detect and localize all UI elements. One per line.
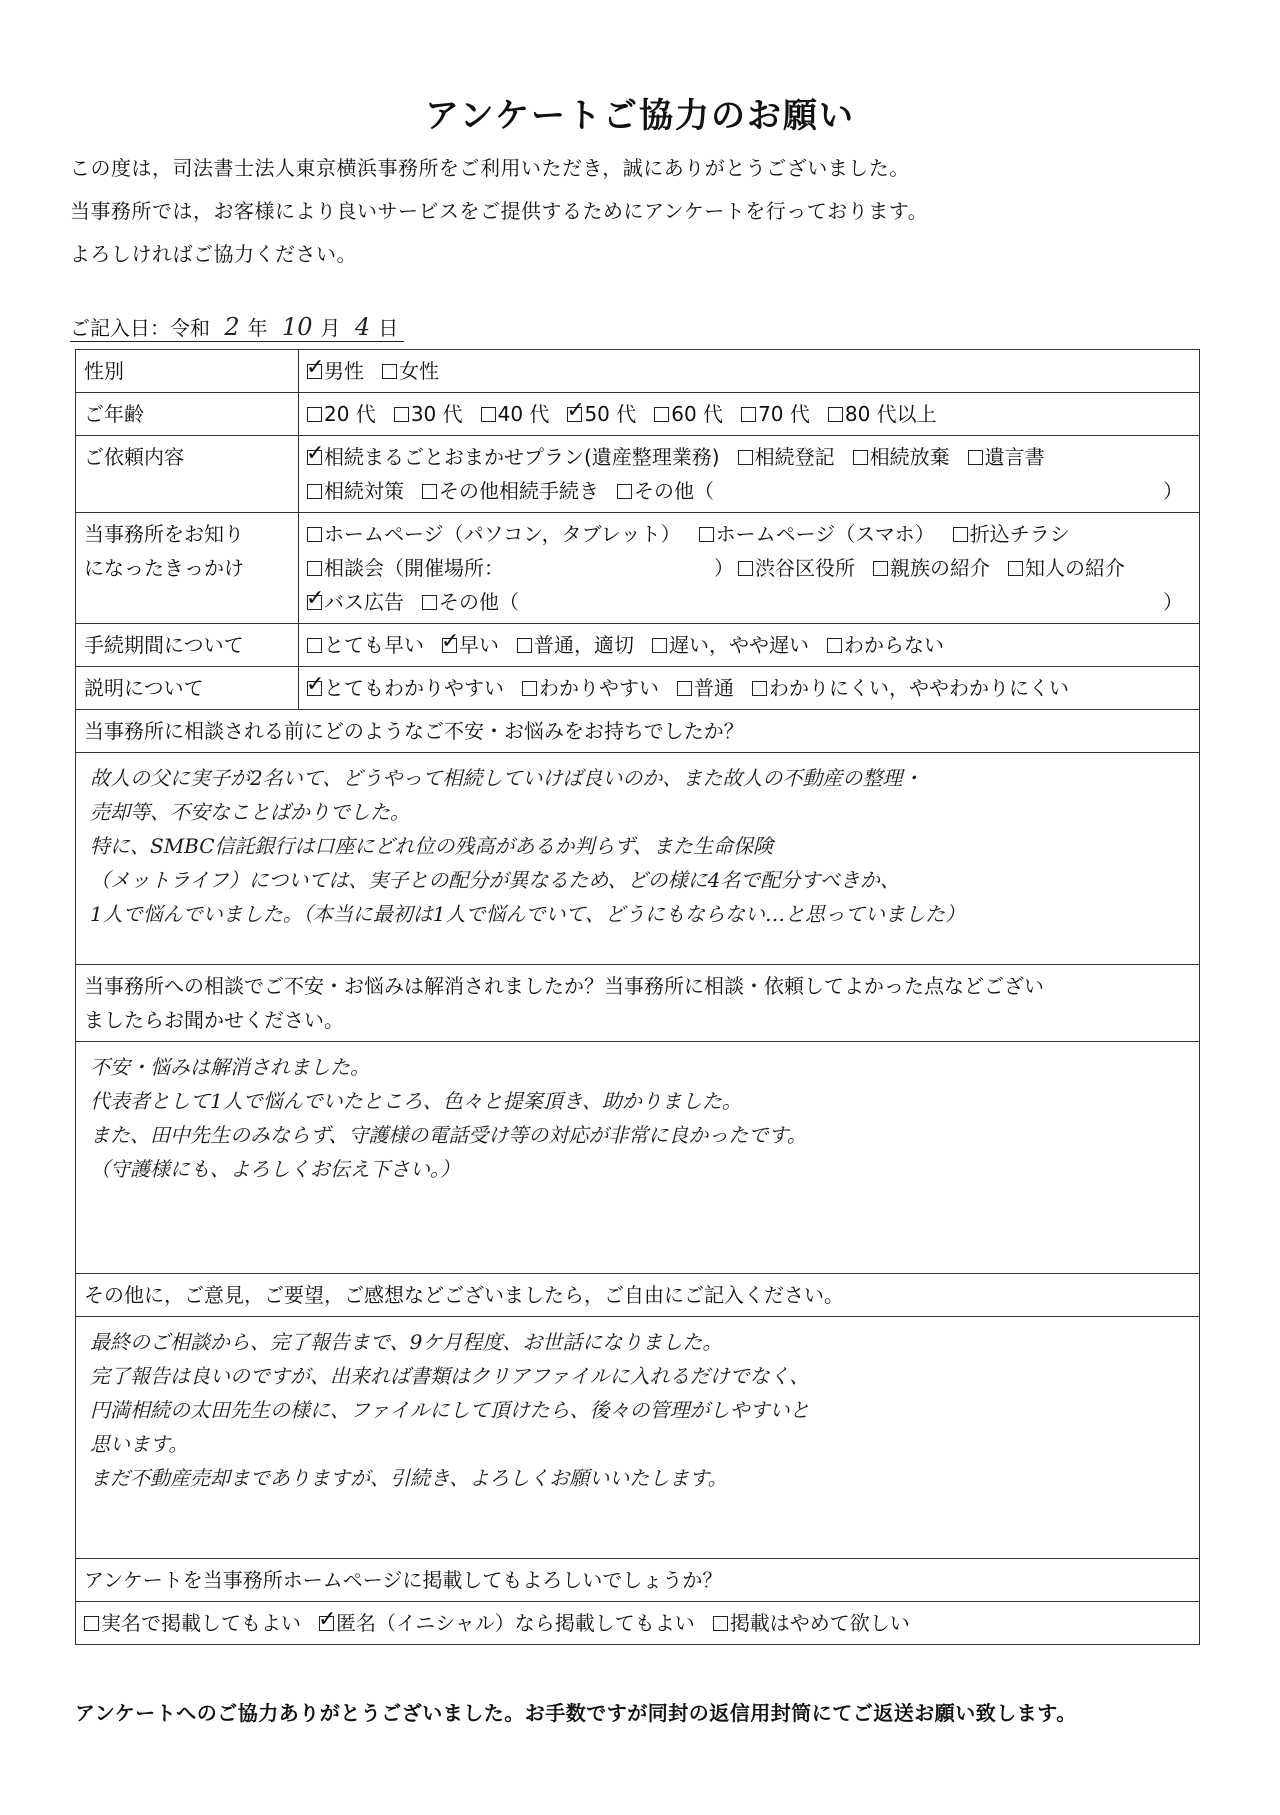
intro-line-3: よろしければご協力ください。 bbox=[70, 242, 357, 266]
checkbox-icon[interactable] bbox=[567, 407, 582, 422]
option[interactable] bbox=[481, 402, 550, 426]
option[interactable] bbox=[968, 445, 1045, 469]
checkbox-icon[interactable] bbox=[741, 407, 756, 422]
option-label: 相続放棄 bbox=[869, 445, 950, 469]
option[interactable] bbox=[741, 402, 810, 426]
option-label: 遅い，やや遅い bbox=[669, 633, 809, 657]
checkbox-icon[interactable] bbox=[828, 407, 843, 422]
source-options-line-2 bbox=[307, 551, 1191, 585]
option[interactable] bbox=[307, 676, 504, 700]
handwritten-line: 完了報告は良いのですが、出来れば書類はクリアファイルに入れるだけでなく、 bbox=[90, 1364, 810, 1388]
checkbox-icon[interactable] bbox=[84, 1616, 99, 1631]
page-title: アンケートご協力のお願い bbox=[425, 96, 855, 136]
period-options bbox=[299, 624, 1200, 667]
date-year-unit: 年 bbox=[247, 316, 268, 340]
checkbox-icon[interactable] bbox=[307, 407, 322, 422]
source-other-close: ） bbox=[1163, 590, 1183, 614]
q3-question-row bbox=[76, 1274, 1200, 1317]
option-label: 相続登記 bbox=[754, 445, 835, 469]
option[interactable] bbox=[567, 402, 636, 426]
option-label: その他相続手続き bbox=[439, 479, 599, 503]
option[interactable] bbox=[652, 633, 809, 657]
request-other-close: ） bbox=[1163, 479, 1183, 503]
checkbox-icon[interactable] bbox=[738, 450, 753, 465]
date-month[interactable]: 10 bbox=[282, 313, 313, 341]
q1-question: 当事務所に相談される前にどのようなご不安・お悩みをお持ちでしたか？ bbox=[76, 710, 1200, 753]
option-label: その他（ bbox=[634, 479, 714, 503]
handwritten-line: 故人の父に実子が2名いて、どうやって相続していけば良いのか、また故人の不動産の整理・ bbox=[90, 766, 923, 790]
checkbox-icon[interactable] bbox=[394, 407, 409, 422]
checkbox-icon[interactable] bbox=[517, 638, 532, 653]
handwritten-line: 特に、SMBC信託銀行は口座にどれ位の残高があるか判らず、また生命保険 bbox=[90, 834, 773, 858]
option[interactable] bbox=[307, 590, 404, 614]
request-options-line-1 bbox=[307, 440, 1191, 474]
option[interactable] bbox=[738, 556, 855, 580]
entry-date bbox=[70, 312, 404, 342]
request-options bbox=[299, 436, 1200, 513]
q3-answer[interactable] bbox=[76, 1317, 1200, 1559]
source-options-line-1 bbox=[307, 517, 1191, 551]
option-label: 相談会（開催場所： bbox=[324, 556, 494, 580]
source-options bbox=[299, 513, 1200, 624]
handwritten-line: （メットライフ）については、実子との配分が異なるため、どの様に4名で配分すべきか、 bbox=[90, 868, 900, 892]
option[interactable] bbox=[853, 445, 950, 469]
option[interactable] bbox=[873, 556, 990, 580]
period-row bbox=[76, 624, 1200, 667]
request-row bbox=[76, 436, 1200, 513]
checkbox-icon[interactable] bbox=[307, 595, 322, 610]
checkbox-icon[interactable] bbox=[382, 364, 397, 379]
checkbox-icon[interactable] bbox=[522, 681, 537, 696]
date-day[interactable]: 4 bbox=[354, 313, 371, 341]
option-label: とてもわかりやすい bbox=[324, 676, 504, 700]
option-label: 普通，適切 bbox=[534, 633, 634, 657]
source-options-line-3-items bbox=[307, 590, 537, 614]
option-label: 親族の紹介 bbox=[890, 556, 990, 580]
checkbox-icon[interactable] bbox=[307, 561, 322, 576]
checkbox-icon[interactable] bbox=[752, 681, 767, 696]
checkbox-icon[interactable] bbox=[677, 681, 692, 696]
gender-row bbox=[76, 350, 1200, 393]
checkbox-icon[interactable] bbox=[968, 450, 983, 465]
checkbox-icon[interactable] bbox=[652, 638, 667, 653]
checkbox-icon[interactable] bbox=[422, 484, 437, 499]
checkbox-icon[interactable] bbox=[307, 450, 322, 465]
option-label: 相続まるごとおまかせプラン(遺産整理業務) bbox=[324, 445, 720, 469]
checkbox-icon[interactable] bbox=[1008, 561, 1023, 576]
option[interactable] bbox=[442, 633, 499, 657]
option-label: 知人の紹介 bbox=[1025, 556, 1125, 580]
checkbox-icon[interactable] bbox=[617, 484, 632, 499]
option[interactable] bbox=[307, 522, 681, 546]
handwritten-line: 最終のご相談から、完了報告まで、9ケ月程度、お世話になりました。 bbox=[90, 1330, 723, 1354]
option-label: 遺言書 bbox=[984, 445, 1045, 469]
option-label: 70 代 bbox=[758, 402, 810, 426]
explain-options bbox=[299, 667, 1200, 710]
option[interactable] bbox=[422, 590, 519, 614]
handwritten-line: また、田中先生のみならず、守護様の電話受け等の対応が非常に良かったです。 bbox=[90, 1123, 807, 1147]
q2-answer-row bbox=[76, 1042, 1200, 1274]
checkbox-icon[interactable] bbox=[654, 407, 669, 422]
checkbox-icon[interactable] bbox=[827, 638, 842, 653]
checkbox-icon[interactable] bbox=[307, 364, 322, 379]
option[interactable] bbox=[517, 633, 634, 657]
source-options-line-2b bbox=[714, 556, 1143, 580]
handwritten-line: （守護様にも、よろしくお伝え下さい。） bbox=[90, 1157, 460, 1181]
checkbox-icon[interactable] bbox=[699, 527, 714, 542]
q2-question-line-1: 当事務所への相談でご不安・お悩みは解消されましたか？当事務所に相談・依頼してよかった点などござい bbox=[84, 974, 1044, 998]
option[interactable] bbox=[677, 676, 734, 700]
q3-question: その他に，ご意見，ご要望，ご感想などございましたら，ご自由にご記入ください。 bbox=[76, 1274, 1200, 1317]
source-row bbox=[76, 513, 1200, 624]
date-year[interactable]: 2 bbox=[224, 313, 240, 341]
option-label: 匿名（イニシャル）なら掲載してもよい bbox=[336, 1611, 695, 1635]
option-label: 早い bbox=[459, 633, 499, 657]
handwritten-line: まだ不動産売却までありますが、引続き、よろしくお願いいたします。 bbox=[90, 1466, 728, 1490]
option[interactable] bbox=[953, 522, 1070, 546]
option[interactable] bbox=[422, 479, 599, 503]
option-label: わかりやすい bbox=[539, 676, 659, 700]
option[interactable] bbox=[522, 676, 659, 700]
option[interactable] bbox=[752, 676, 1069, 700]
q4-options bbox=[76, 1602, 1200, 1645]
option-label: 普通 bbox=[694, 676, 734, 700]
option[interactable] bbox=[827, 633, 944, 657]
option-label: 実名で掲載してもよい bbox=[101, 1611, 301, 1635]
option-label: 折込チラシ bbox=[969, 522, 1070, 546]
option[interactable] bbox=[307, 359, 364, 383]
checkbox-icon[interactable] bbox=[307, 681, 322, 696]
handwritten-line: 不安・悩みは解消されました。 bbox=[90, 1055, 370, 1079]
option-label: ホームページ（スマホ） bbox=[715, 522, 935, 546]
option[interactable] bbox=[307, 556, 494, 580]
handwritten-line: 1人で悩んでいました。（本当に最初は1人で悩んでいて、どうにもならない…と思っていました） bbox=[90, 902, 966, 926]
handwritten-line: 代表者として1人で悩んでいたところ、色々と提案頂き、助かりました。 bbox=[90, 1089, 742, 1113]
checkbox-icon[interactable] bbox=[307, 484, 322, 499]
checkbox-icon[interactable] bbox=[307, 527, 322, 542]
option-label: 30 代 bbox=[410, 402, 463, 426]
explain-row bbox=[76, 667, 1200, 710]
q1-answer[interactable] bbox=[76, 753, 1200, 965]
option bbox=[714, 556, 734, 580]
option-label: 相続対策 bbox=[324, 479, 404, 503]
age-options bbox=[299, 393, 1200, 436]
option[interactable] bbox=[738, 445, 835, 469]
option-label: わかりにくい，ややわかりにくい bbox=[769, 676, 1069, 700]
source-label-line-2: になったきっかけ bbox=[84, 556, 244, 580]
option-label: 80 代以上 bbox=[844, 402, 937, 426]
date-day-unit: 日 bbox=[378, 316, 399, 340]
option-label: 50 代 bbox=[584, 402, 637, 426]
option-label: その他（ bbox=[439, 590, 519, 614]
option-label: 20 代 bbox=[324, 402, 376, 426]
option[interactable] bbox=[394, 402, 463, 426]
option-label: わからない bbox=[844, 633, 944, 657]
q1-answer-row bbox=[76, 753, 1200, 965]
date-prefix: ご記入日：令和 bbox=[70, 316, 210, 340]
option-label: ホームページ（パソコン，タブレット） bbox=[324, 522, 681, 546]
option[interactable] bbox=[828, 402, 937, 426]
checkbox-icon[interactable] bbox=[481, 407, 496, 422]
q2-question-row bbox=[76, 965, 1200, 1042]
option[interactable] bbox=[307, 479, 404, 503]
option-label: 60 代 bbox=[671, 402, 724, 426]
source-options-line-3 bbox=[307, 585, 1191, 619]
source-label-line-1: 当事務所をお知り bbox=[84, 522, 244, 546]
checkbox-icon[interactable] bbox=[713, 1616, 728, 1631]
checkbox-icon[interactable] bbox=[953, 527, 968, 542]
option-label: 渋谷区役所 bbox=[755, 556, 855, 580]
checkbox-icon[interactable] bbox=[873, 561, 888, 576]
request-options-line-2 bbox=[307, 474, 1191, 508]
option-label: 男性 bbox=[324, 359, 364, 383]
gender-label: 性別 bbox=[76, 350, 299, 393]
option[interactable] bbox=[713, 1611, 910, 1635]
checkbox-icon[interactable] bbox=[442, 638, 457, 653]
q4-question: アンケートを当事務所ホームページに掲載してもよろしいでしょうか？ bbox=[76, 1559, 1200, 1602]
age-label: ご年齢 bbox=[76, 393, 299, 436]
q2-answer[interactable] bbox=[76, 1042, 1200, 1274]
option[interactable] bbox=[319, 1611, 695, 1635]
survey-form bbox=[75, 349, 1200, 1645]
option[interactable] bbox=[307, 402, 376, 426]
option-label: 掲載はやめて欲しい bbox=[729, 1611, 910, 1635]
option[interactable] bbox=[84, 1611, 301, 1635]
option[interactable] bbox=[382, 359, 439, 383]
request-label: ご依頼内容 bbox=[76, 436, 299, 513]
option-label: とても早い bbox=[324, 633, 424, 657]
date-month-unit: 月 bbox=[320, 316, 341, 340]
option-label: ） bbox=[714, 556, 734, 580]
checkbox-icon[interactable] bbox=[319, 1616, 334, 1631]
explain-label: 説明について bbox=[76, 667, 299, 710]
q4-options-row bbox=[76, 1602, 1200, 1645]
handwritten-line: 思います。 bbox=[90, 1432, 189, 1456]
q1-question-row bbox=[76, 710, 1200, 753]
period-label: 手続期間について bbox=[76, 624, 299, 667]
option[interactable] bbox=[699, 522, 935, 546]
q3-answer-row bbox=[76, 1317, 1200, 1559]
handwritten-line: 売却等、不安なことばかりでした。 bbox=[90, 800, 410, 824]
request-options-line-2-items bbox=[307, 479, 732, 503]
option[interactable] bbox=[617, 479, 714, 503]
checkbox-icon[interactable] bbox=[853, 450, 868, 465]
option[interactable] bbox=[307, 633, 424, 657]
q4-question-row bbox=[76, 1559, 1200, 1602]
checkbox-icon[interactable] bbox=[307, 638, 322, 653]
option-label: 女性 bbox=[399, 359, 439, 383]
checkbox-icon[interactable] bbox=[422, 595, 437, 610]
handwritten-line: 円満相続の太田先生の様に、ファイルにして頂けたら、後々の管理がしやすいと bbox=[90, 1398, 810, 1422]
option[interactable] bbox=[307, 445, 720, 469]
checkbox-icon[interactable] bbox=[738, 561, 753, 576]
intro-line-2: 当事務所では，お客様により良いサービスをご提供するためにアンケートを行っております。 bbox=[70, 199, 929, 223]
option[interactable] bbox=[654, 402, 723, 426]
footer-note: アンケートへのご協力ありがとうございました。お手数ですが同封の返信用封筒にてご返送お願い致します。 bbox=[75, 1701, 1077, 1725]
intro-line-1: この度は，司法書士法人東京横浜事務所をご利用いただき，誠にありがとうございました。 bbox=[70, 156, 910, 180]
q2-question bbox=[76, 965, 1200, 1042]
q2-question-line-2: ましたらお聞かせください。 bbox=[84, 1008, 344, 1032]
gender-options bbox=[299, 350, 1200, 393]
source-label bbox=[76, 513, 299, 624]
age-row bbox=[76, 393, 1200, 436]
option[interactable] bbox=[1008, 556, 1125, 580]
option-label: 40 代 bbox=[497, 402, 550, 426]
option-label: バス広告 bbox=[324, 590, 404, 614]
